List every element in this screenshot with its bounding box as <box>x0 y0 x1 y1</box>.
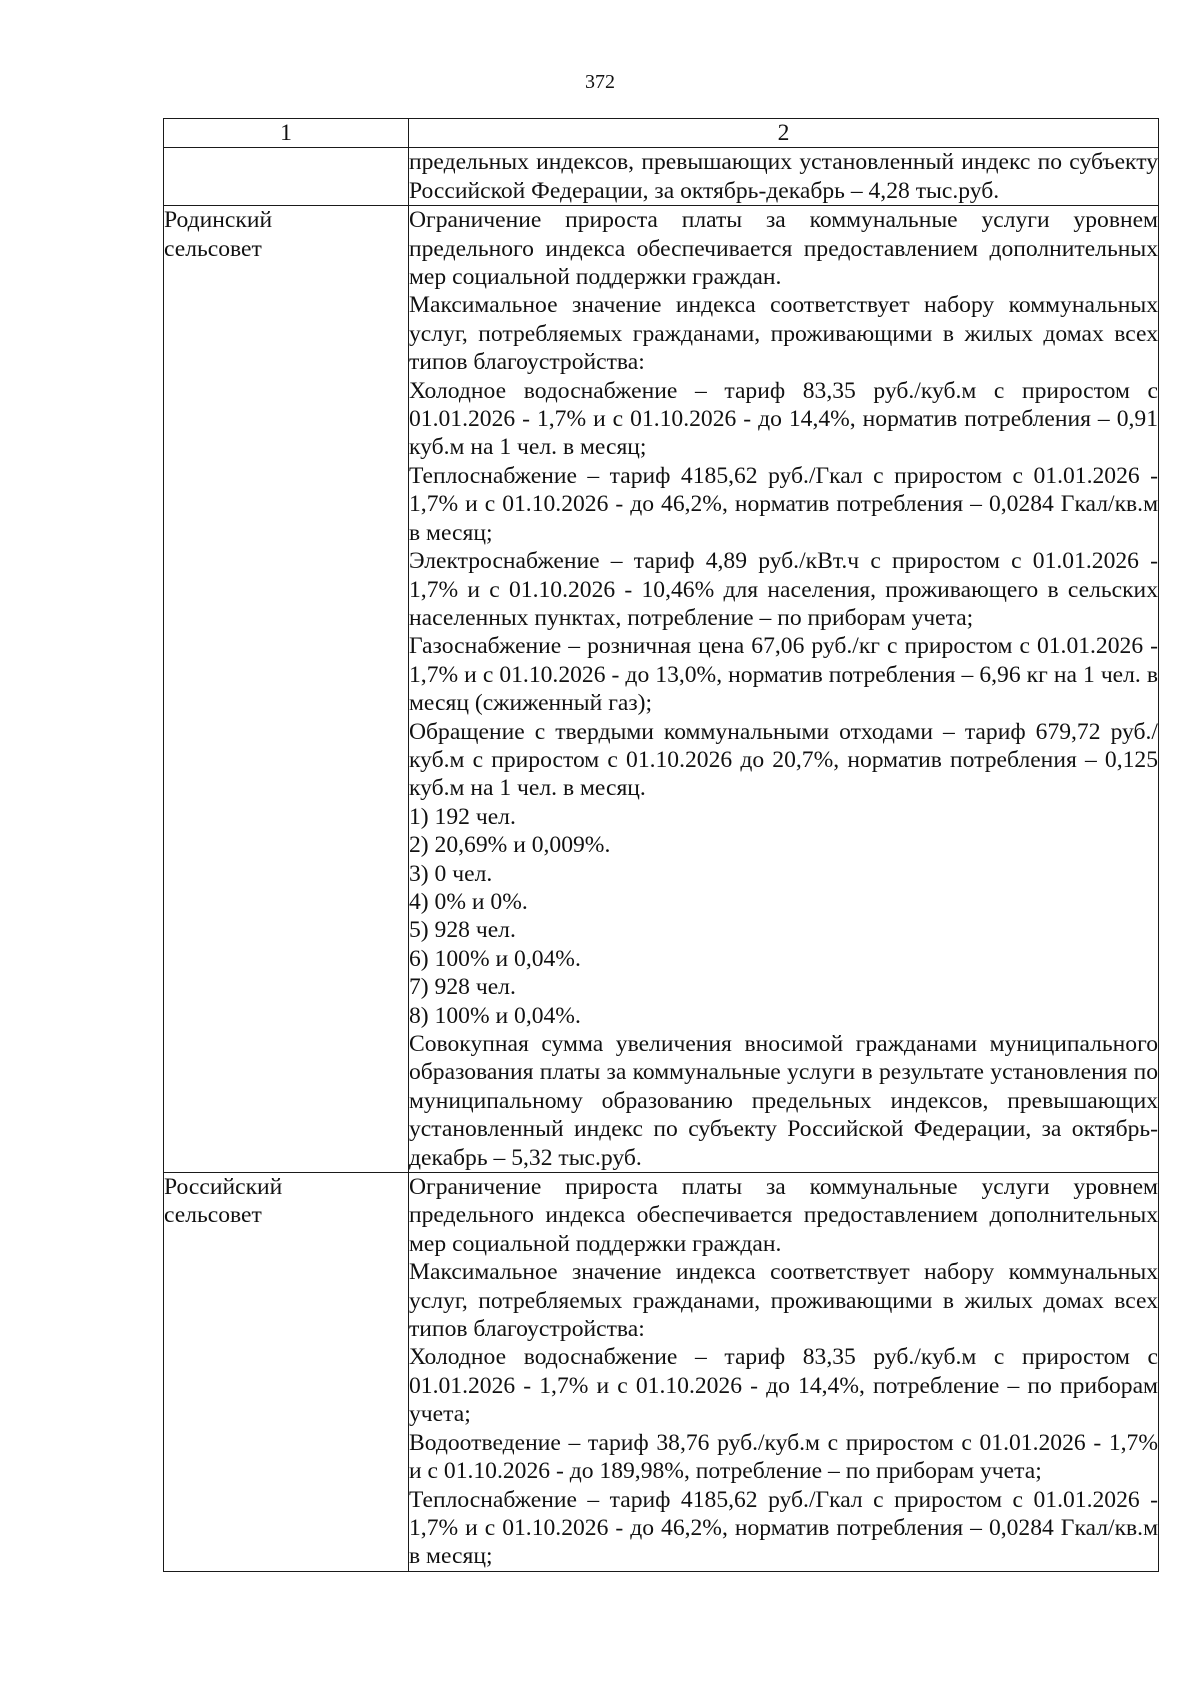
column-header-2: 2 <box>409 119 1159 148</box>
tariff-paragraph: Электроснабжение – тариф 4,89 руб./кВт.ч с приростом с 01.01.2026 - 1,7% и с 01.10.2026 - 10,46% для населения, проживающего в сельских населенных пунктах, потребление – по приборам учета; <box>409 548 1158 631</box>
table-row-rodinsky <box>164 206 1159 1173</box>
page-number: 372 <box>585 71 615 93</box>
description-paragraph: Ограничение прироста платы за коммунальные услуги уровнем предельного индекса обеспечивается предоставлением дополнительных мер социальной поддержки граждан. <box>409 1174 1158 1257</box>
description-cell <box>409 148 1159 206</box>
numbered-item: 8) 100% и 0,04%. <box>409 1002 581 1029</box>
numbered-item: 1) 192 чел. <box>409 803 516 830</box>
numbered-item: 3) 0 чел. <box>409 860 493 887</box>
numbered-item: 4) 0% и 0%. <box>409 888 528 915</box>
tariff-paragraph: Обращение с твердыми коммунальными отходами – тариф 679,72 руб./куб.м с приростом с 01.10.2026 до 20,7%, норматив потребления – 0,125 куб.м на 1 чел. в месяц. <box>409 718 1158 802</box>
column-header-1: 1 <box>164 119 409 148</box>
tariff-paragraph: Газоснабжение – розничная цена 67,06 руб./кг с приростом с 01.01.2026 - 1,7% и с 01.10.2026 - до 13,0%, норматив потребления – 6,96 кг на 1 чел. в месяц (сжиженный газ); <box>409 633 1158 717</box>
table-row-rossiysky <box>164 1173 1159 1572</box>
tariff-paragraph: Холодное водоснабжение – тариф 83,35 руб./куб.м с приростом с 01.01.2026 - 1,7% и с 01.10.2026 - до 14,4%, норматив потребления – 0,91 куб.м на 1 чел. в месяц; <box>409 377 1158 461</box>
tariff-paragraph: Водоотведение – тариф 38,76 руб./куб.м с приростом с 01.01.2026 - 1,7% и с 01.10.2026 - до 189,98%, потребление – по приборам учета; <box>409 1429 1158 1485</box>
table-header-row <box>164 119 1159 148</box>
summary-paragraph: Совокупная сумма увеличения вносимой гражданами муниципального образования платы за коммунальные услуги в результате установления по муниципальному образованию предельных индексов, превышающих установленный индекс по субъекту Российской Федерации, за октябрь-декабрь – 5,32 тыс.руб. <box>409 1031 1158 1171</box>
tariff-table <box>163 118 1159 1572</box>
municipality-name-line: Российский <box>164 1174 283 1201</box>
numbered-item: 5) 928 чел. <box>409 917 516 944</box>
description-paragraph: Максимальное значение индекса соответствует набору коммунальных услуг, потребляемых гражданами, проживающими в жилых домах всех типов благоустройства: <box>409 292 1158 376</box>
municipality-name-line: сельсовет <box>164 235 262 262</box>
tariff-paragraph: Холодное водоснабжение – тариф 83,35 руб./куб.м с приростом с 01.01.2026 - 1,7% и с 01.10.2026 - до 14,4%, потребление – по приборам учета; <box>409 1344 1158 1428</box>
tariff-paragraph: Теплоснабжение – тариф 4185,62 руб./Гкал с приростом с 01.01.2026 - 1,7% и с 01.10.2026 - до 46,2%, норматив потребления – 0,0284 Гкал/кв.м в месяц; <box>409 462 1158 546</box>
numbered-item: 7) 928 чел. <box>409 974 516 1001</box>
numbered-item: 6) 100% и 0,04%. <box>409 945 581 972</box>
numbered-item: 2) 20,69% и 0,009%. <box>409 832 611 859</box>
table-row-continuation <box>164 148 1159 206</box>
tariff-paragraph: Теплоснабжение – тариф 4185,62 руб./Гкал с приростом с 01.01.2026 - 1,7% и с 01.10.2026 - до 46,2%, норматив потребления – 0,0284 Гкал/кв.м в месяц; <box>409 1486 1158 1570</box>
description-cell <box>409 206 1159 1173</box>
municipality-name-cell <box>164 1173 409 1572</box>
municipality-name-line: сельсовет <box>164 1202 262 1229</box>
description-paragraph: Максимальное значение индекса соответствует набору коммунальных услуг, потребляемых гражданами, проживающими в жилых домах всех типов благоустройства: <box>409 1259 1158 1343</box>
description-paragraph: Ограничение прироста платы за коммунальные услуги уровнем предельного индекса обеспечивается предоставлением дополнительных мер социальной поддержки граждан. <box>409 207 1158 291</box>
municipality-cell-empty <box>164 148 409 206</box>
description-cell <box>409 1173 1159 1572</box>
continuation-paragraph: предельных индексов, превышающих установленный индекс по субъекту Российской Федерации, за октябрь-декабрь – 4,28 тыс.руб. <box>409 149 1158 204</box>
municipality-name-line: Родинский <box>164 207 273 234</box>
municipality-name-cell <box>164 206 409 1173</box>
